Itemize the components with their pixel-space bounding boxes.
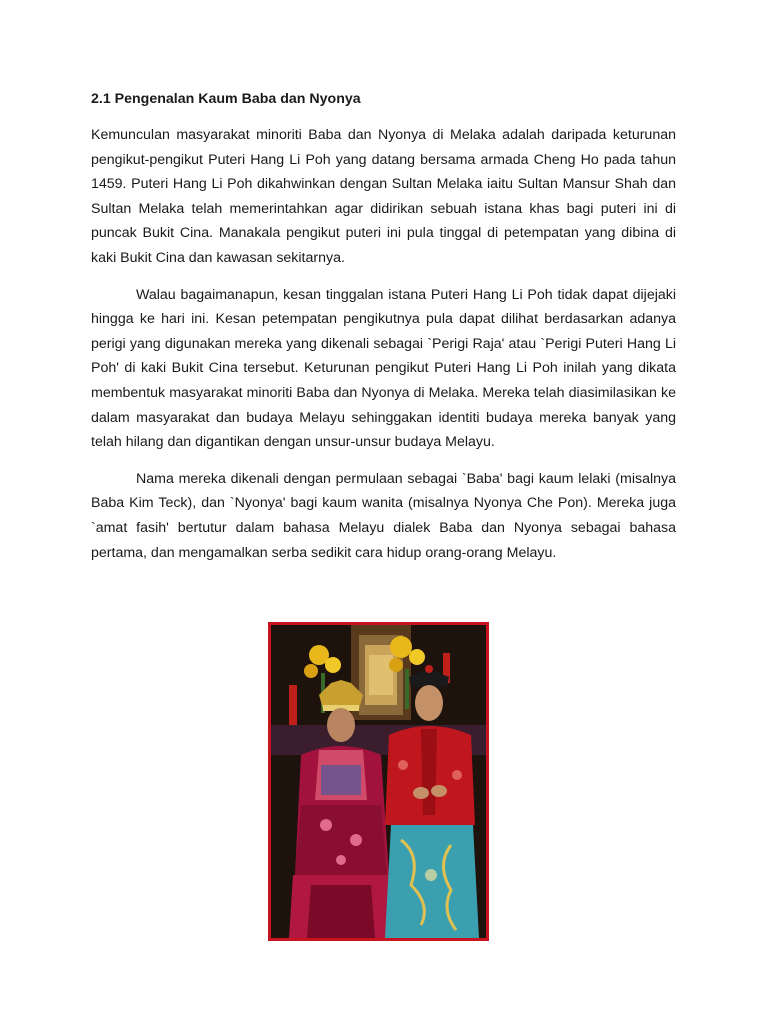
document-body (91, 89, 676, 577)
flower-right (390, 636, 412, 658)
baba-nyonya-couple-photo (268, 622, 489, 941)
couple-illustration (271, 625, 486, 938)
paragraph-2: Walau bagaimanapun, kesan tinggalan istana Puteri Hang Li Poh tidak dapat dijejaki hingga ke hari ini. Kesan petempatan pengikutnya pula dapat dilihat berdasarkan adanya perigi yang digunakan mereka yang dikenali sebagai `Perigi Raja' atau `Perigi Puteri Hang Li Poh' di kaki Bukit Cina tersebut. Keturunan pengikut Puteri Hang Li Poh inilah yang dikata membentuk masyarakat minoriti Baba dan Nyonya di Melaka. Mereka telah diasimilasikan ke dalam masyarakat dan budaya Melayu sehinggakan identiti budaya mereka banyak yang telah hilang dan digantikan dengan unsur-unsur budaya Melayu. (91, 286, 676, 451)
paragraph-1: Kemunculan masyarakat minoriti Baba dan Nyonya di Melaka adalah daripada keturunan pengikut-pengikut Puteri Hang Li Poh yang datang bersama armada Cheng Ho pada tahun 1459. Puteri Hang Li Poh dikahwinkan dengan Sultan Melaka iaitu Sultan Mansur Shah dan Sultan Melaka telah memerintahkan agar didirikan sebuah istana khas bagi puteri ini di puncak Bukit Cina. Manakala pengikut puteri ini pula tinggal di petempatan yang dibina di kaki Bukit Cina dan kawasan sekitarnya. (91, 127, 676, 266)
paragraph-3: Nama mereka dikenali dengan permulaan sebagai `Baba' bagi kaum lelaki (misalnya Baba Kim Teck), dan `Nyonya' bagi kaum wanita (misalnya Nyonya Che Pon). Mereka juga `amat fasih' bertutur dalam bahasa Melayu dialek Baba dan Nyonya sebagai bahasa pertama, dan mengamalkan serba sedikit cara hidup orang-orang Melayu. (91, 470, 676, 561)
section-heading: 2.1 Pengenalan Kaum Baba dan Nyonya (91, 91, 361, 107)
